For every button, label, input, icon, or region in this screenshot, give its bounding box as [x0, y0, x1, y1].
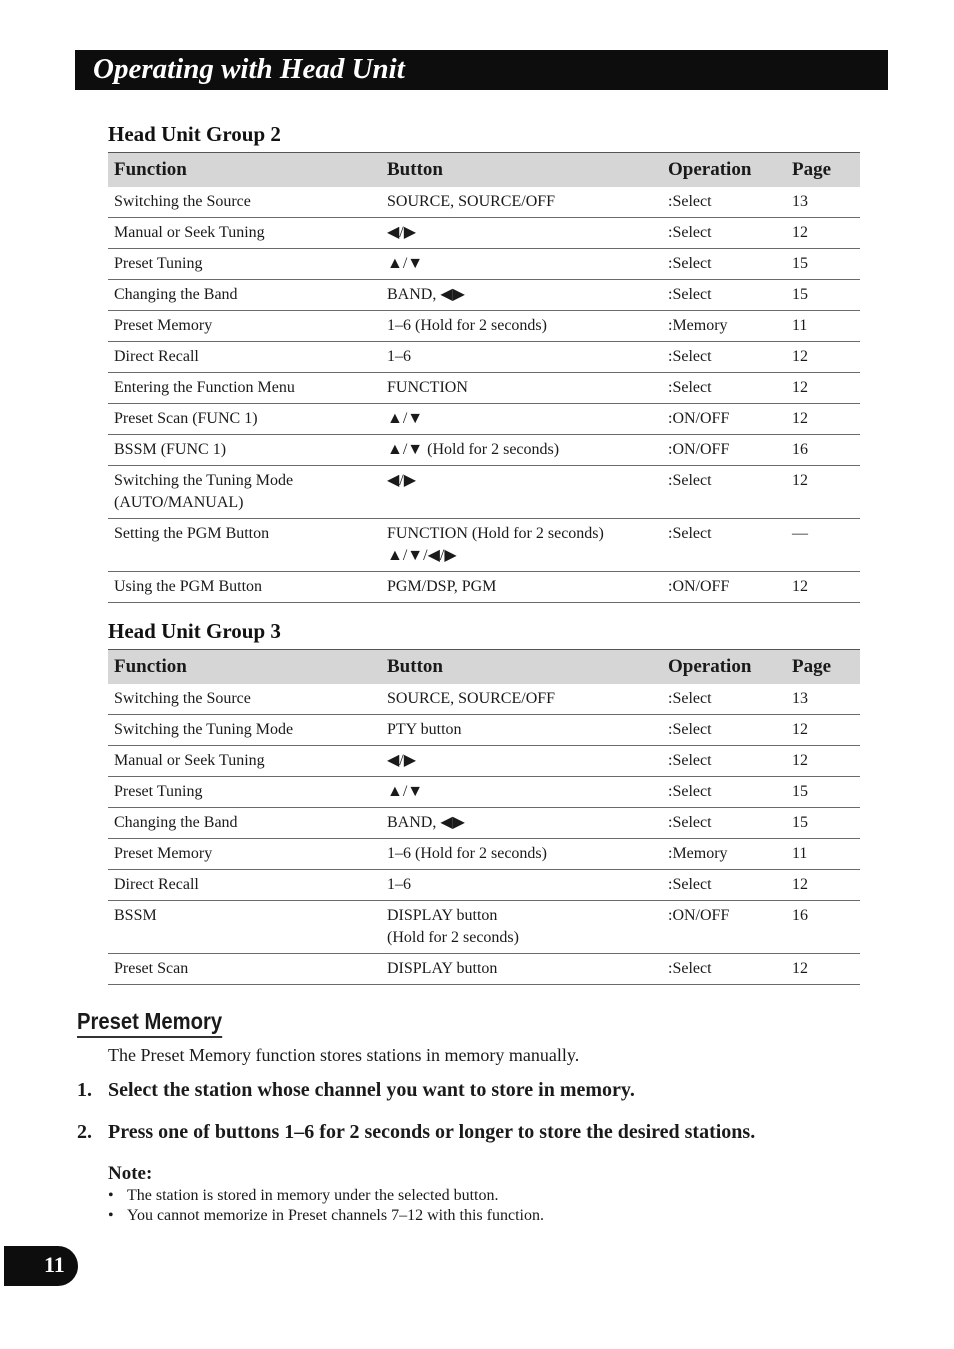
column-header: Operation: [662, 153, 786, 188]
column-header: Button: [381, 650, 662, 685]
operation-cell: :Select: [662, 218, 786, 249]
step-text: Press one of buttons 1–6 for 2 seconds or longer to store the desired stations.: [108, 1121, 756, 1143]
preset-memory-heading: Preset Memory: [77, 1008, 222, 1038]
group3-table: [108, 649, 860, 985]
button-cell: DISPLAY button (Hold for 2 seconds): [381, 901, 662, 954]
note-text: The station is stored in memory under the selected button.: [127, 1187, 499, 1204]
table-row: [108, 839, 860, 870]
group2-table: [108, 152, 860, 603]
operation-cell: :Select: [662, 187, 786, 218]
button-cell: FUNCTION (Hold for 2 seconds) ▲/▼/◀/▶: [381, 519, 662, 572]
button-cell: 1–6 (Hold for 2 seconds): [381, 839, 662, 870]
group3-title: Head Unit Group 3: [108, 619, 281, 643]
function-cell: Preset Scan (FUNC 1): [108, 404, 381, 435]
step-number: 2.: [77, 1121, 92, 1143]
table-row: [108, 249, 860, 280]
page-cell: 11: [786, 839, 860, 870]
button-cell: BAND, ◀▶: [381, 280, 662, 311]
table-row: [108, 519, 860, 572]
page-number: 11: [44, 1252, 65, 1277]
function-cell: Preset Memory: [108, 311, 381, 342]
button-cell: SOURCE, SOURCE/OFF: [381, 187, 662, 218]
column-header: Button: [381, 153, 662, 188]
operation-cell: :Select: [662, 684, 786, 715]
page-cell: 15: [786, 808, 860, 839]
page-cell: 13: [786, 684, 860, 715]
column-header: Page: [786, 153, 860, 188]
table-header-row: [108, 153, 860, 188]
page-number-tab: [4, 1246, 78, 1286]
function-cell: Switching the Source: [108, 187, 381, 218]
function-cell: Preset Memory: [108, 839, 381, 870]
function-cell: Changing the Band: [108, 808, 381, 839]
operation-cell: :Select: [662, 373, 786, 404]
button-cell: 1–6: [381, 342, 662, 373]
step-2: [77, 1121, 755, 1144]
button-cell: FUNCTION: [381, 373, 662, 404]
function-cell: Switching the Tuning Mode: [108, 715, 381, 746]
function-cell: BSSM (FUNC 1): [108, 435, 381, 466]
table-row: [108, 435, 860, 466]
column-header: Page: [786, 650, 860, 685]
note-item: [108, 1206, 544, 1226]
operation-cell: :Select: [662, 954, 786, 985]
function-cell: Preset Tuning: [108, 777, 381, 808]
operation-cell: :Select: [662, 249, 786, 280]
note-text: You cannot memorize in Preset channels 7–12 with this function.: [127, 1207, 544, 1224]
column-header: Operation: [662, 650, 786, 685]
page-cell: 12: [786, 715, 860, 746]
button-cell: ▲/▼ (Hold for 2 seconds): [381, 435, 662, 466]
button-cell: SOURCE, SOURCE/OFF: [381, 684, 662, 715]
table-row: [108, 280, 860, 311]
page-cell: 12: [786, 373, 860, 404]
table-row: [108, 404, 860, 435]
table-row: [108, 777, 860, 808]
page-cell: 15: [786, 280, 860, 311]
button-cell: ◀/▶: [381, 218, 662, 249]
function-cell: Changing the Band: [108, 280, 381, 311]
table-row: [108, 715, 860, 746]
table-row: [108, 187, 860, 218]
function-cell: Manual or Seek Tuning: [108, 218, 381, 249]
bullet-icon: •: [108, 1207, 114, 1224]
table-row: [108, 954, 860, 985]
page-cell: 11: [786, 311, 860, 342]
step-1: [77, 1079, 635, 1102]
page-cell: 12: [786, 404, 860, 435]
table-row: [108, 746, 860, 777]
page-cell: 12: [786, 466, 860, 519]
function-cell: Entering the Function Menu: [108, 373, 381, 404]
function-cell: Preset Scan: [108, 954, 381, 985]
operation-cell: :ON/OFF: [662, 572, 786, 603]
table-header-row: [108, 650, 860, 685]
function-cell: BSSM: [108, 901, 381, 954]
operation-cell: :Select: [662, 746, 786, 777]
column-header: Function: [108, 153, 381, 188]
operation-cell: :Select: [662, 466, 786, 519]
note-item: [108, 1186, 544, 1206]
operation-cell: :ON/OFF: [662, 435, 786, 466]
page-cell: 15: [786, 777, 860, 808]
page-cell: 15: [786, 249, 860, 280]
button-cell: ▲/▼: [381, 249, 662, 280]
button-cell: 1–6: [381, 870, 662, 901]
table-row: [108, 684, 860, 715]
page-cell: 12: [786, 746, 860, 777]
preset-memory-intro: The Preset Memory function stores stations in memory manually.: [108, 1045, 580, 1065]
step-text: Select the station whose channel you want to store in memory.: [108, 1079, 635, 1101]
page-cell: 12: [786, 342, 860, 373]
function-cell: Switching the Source: [108, 684, 381, 715]
header-banner: [75, 50, 888, 90]
page-cell: 12: [786, 572, 860, 603]
table-row: [108, 373, 860, 404]
button-cell: ▲/▼: [381, 777, 662, 808]
page-cell: 16: [786, 901, 860, 954]
table-row: [108, 218, 860, 249]
operation-cell: :Select: [662, 715, 786, 746]
operation-cell: :Select: [662, 342, 786, 373]
button-cell: PGM/DSP, PGM: [381, 572, 662, 603]
table-row: [108, 901, 860, 954]
table-row: [108, 870, 860, 901]
operation-cell: :Select: [662, 519, 786, 572]
operation-cell: :Select: [662, 777, 786, 808]
page-cell: 12: [786, 218, 860, 249]
button-cell: ◀/▶: [381, 746, 662, 777]
page-cell: —: [786, 519, 860, 572]
button-cell: ◀/▶: [381, 466, 662, 519]
table-row: [108, 466, 860, 519]
page-cell: 12: [786, 870, 860, 901]
operation-cell: :Memory: [662, 839, 786, 870]
column-header: Function: [108, 650, 381, 685]
button-cell: ▲/▼: [381, 404, 662, 435]
button-cell: DISPLAY button: [381, 954, 662, 985]
operation-cell: :Select: [662, 870, 786, 901]
operation-cell: :Select: [662, 280, 786, 311]
function-cell: Preset Tuning: [108, 249, 381, 280]
page-cell: 12: [786, 954, 860, 985]
note-heading: Note:: [108, 1163, 153, 1184]
page-title: Operating with Head Unit: [93, 53, 405, 85]
button-cell: BAND, ◀▶: [381, 808, 662, 839]
function-cell: Setting the PGM Button: [108, 519, 381, 572]
table-row: [108, 342, 860, 373]
function-cell: Direct Recall: [108, 342, 381, 373]
operation-cell: :ON/OFF: [662, 901, 786, 954]
table-row: [108, 572, 860, 603]
note-list: [108, 1186, 544, 1226]
button-cell: PTY button: [381, 715, 662, 746]
group2-title: Head Unit Group 2: [108, 122, 281, 146]
page-cell: 13: [786, 187, 860, 218]
step-number: 1.: [77, 1079, 92, 1101]
button-cell: 1–6 (Hold for 2 seconds): [381, 311, 662, 342]
function-cell: Manual or Seek Tuning: [108, 746, 381, 777]
operation-cell: :ON/OFF: [662, 404, 786, 435]
table-row: [108, 311, 860, 342]
function-cell: Switching the Tuning Mode (AUTO/MANUAL): [108, 466, 381, 519]
function-cell: Direct Recall: [108, 870, 381, 901]
operation-cell: :Memory: [662, 311, 786, 342]
table-row: [108, 808, 860, 839]
function-cell: Using the PGM Button: [108, 572, 381, 603]
page-cell: 16: [786, 435, 860, 466]
operation-cell: :Select: [662, 808, 786, 839]
bullet-icon: •: [108, 1187, 114, 1204]
